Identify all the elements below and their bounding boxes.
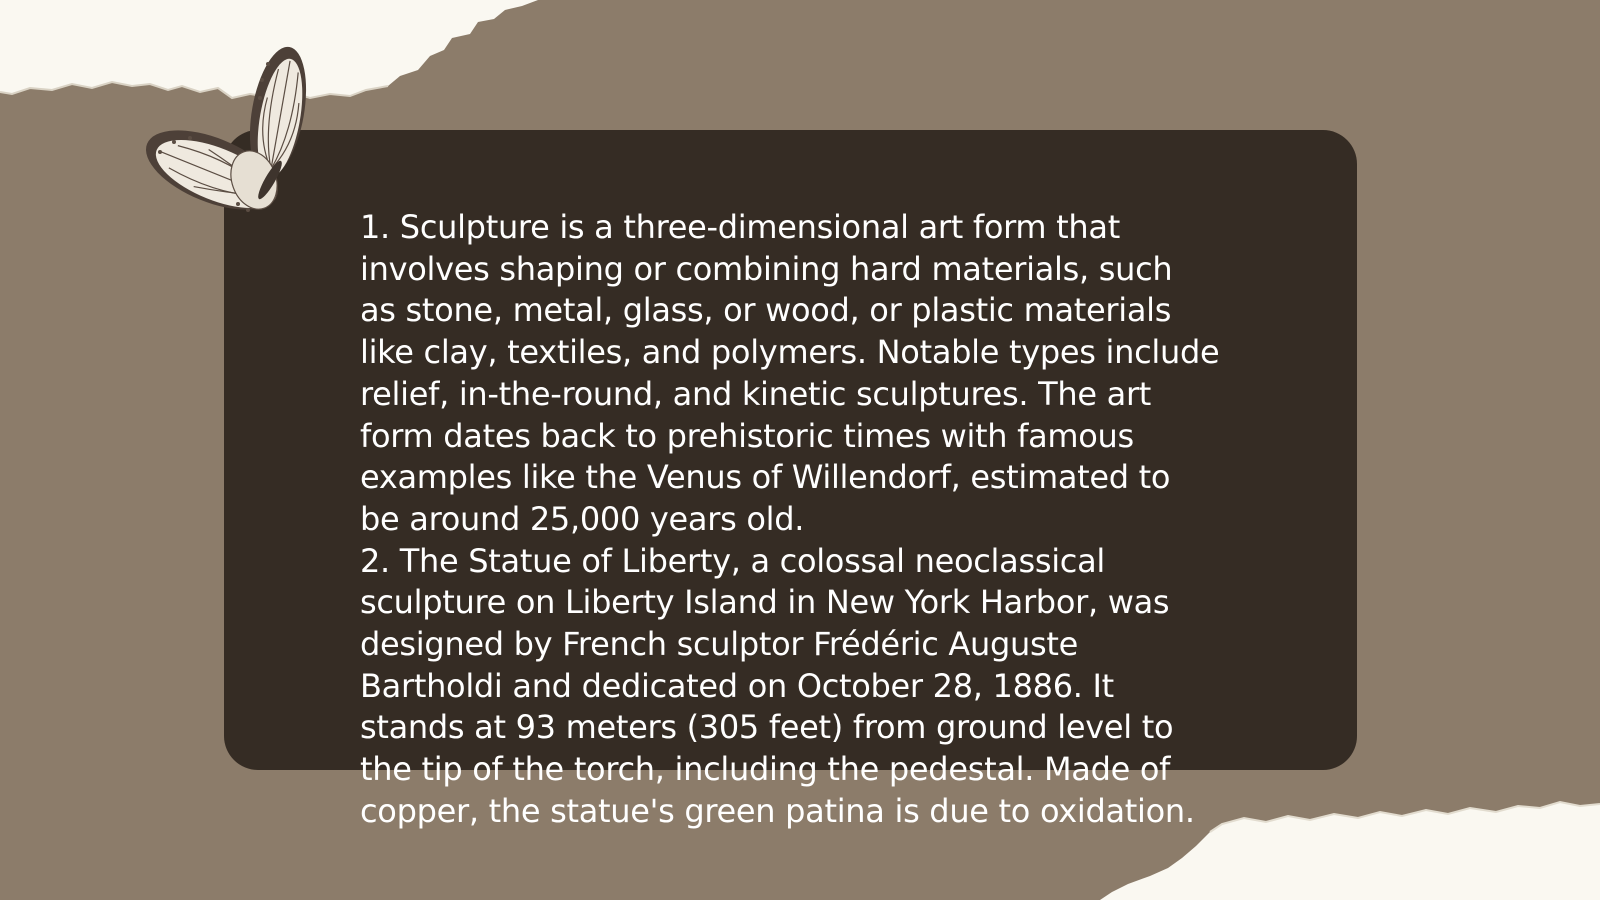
butterfly-icon — [130, 30, 350, 230]
body-text: 1. Sculpture is a three-dimensional art form that involves shaping or combining hard materials, such as stone, metal, glass, or wood, or plastic materials like clay, textiles, and polymers. Notable types include relief, in-the-round, and kinetic sculptures. The art form dates back to prehistoric times with famous examples like the Venus of Willendorf, estimated to be around 25,000 years old. 2. The Statue of Liberty, a colossal neoclassical sculpture on Liberty Island in New York Harbor, was designed by French sculptor Frédéric Auguste Bartholdi and dedicated on October 28, 1886. It stands at 93 meters (305 feet) from ground level to the tip of the torch, including the pedestal. Made of copper, the statue's green patina is due to oxidation. — [360, 208, 1220, 830]
